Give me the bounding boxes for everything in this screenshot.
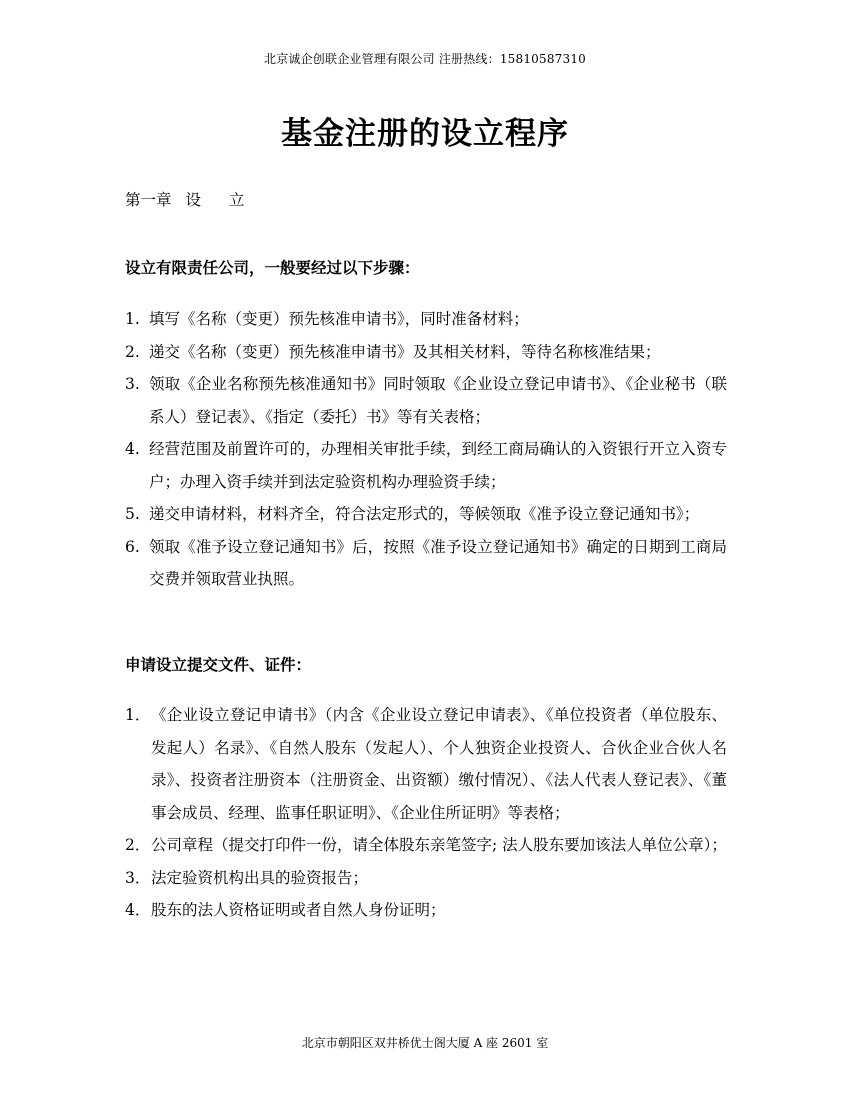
item-text: 公司章程（提交打印件一份，请全体股东亲笔签字; 法人股东要加该法人单位公章）； [151,836,727,854]
chapter-char-2: 立 [229,191,245,209]
item-text: 领取《企业名称预先核准通知书》同时领取《企业设立登记申请书》、《企业秘书（联系人）登记表》、《指定（委托）书》等有关表格； [149,375,727,426]
document-title: 基金注册的设立程序 [281,116,569,152]
documents-list [125,699,727,927]
item-number: 2． [125,836,151,854]
item-text: 经营范围及前置许可的，办理相关审批手续，到经工商局确认的入资银行开立入资专户；办理入资手续并到法定验资机构办理验资手续； [149,440,727,491]
item-text: 法定验资机构出具的验资报告； [151,868,369,887]
list-item [125,368,727,433]
chapter-heading [125,188,245,210]
item-text: 递交申请材料，材料齐全，符合法定形式的，等候领取《准予设立登记通知书》； [149,505,700,523]
list-item [125,336,727,369]
item-text: 领取《准予设立登记通知书》后，按照《准予设立登记通知书》确定的日期到工商局交费并领取营业执照。 [149,537,727,588]
list-item [125,699,727,829]
item-text: 《企业设立登记申请书》（内含《企业设立登记申请表》、《单位投资者（单位股东、发起人）名录》、《自然人股东（发起人）、个人独资企业投资人、合伙企业合伙人名录》、投资者注册资本（注册资金、出资额）缴付情况）、《法人代表人登记表》、《董事会成员、经理、监事任职证明》、《企业住所证明》等表格； [151,706,727,822]
list-item [125,829,727,862]
item-number: 5. [125,505,140,523]
item-number: 3. [125,375,140,393]
documents-heading: 申请设立提交文件、证件： [125,655,312,674]
item-number: 6. [125,537,140,556]
item-number: 1. [125,310,140,328]
chapter-label: 第一章 [125,191,172,209]
item-text: 股东的法人资格证明或者自然人身份证明； [151,901,446,919]
item-text: 填写《名称（变更）预先核准申请书》，同时准备材料； [149,310,529,328]
steps-list [125,303,727,596]
item-number: 1． [125,706,151,724]
list-item [125,862,727,895]
list-item [125,894,727,927]
item-text: 递交《名称（变更）预先核准申请书》及其相关材料，等待名称核准结果； [149,342,661,361]
list-item [125,531,727,596]
item-number: 4. [125,440,140,458]
steps-heading: 设立有限责任公司，一般要经过以下步骤： [125,258,420,277]
chapter-char-1: 设 [185,191,202,209]
list-item [125,433,727,498]
item-number: 2. [125,342,140,361]
item-number: 3． [125,868,151,887]
page-header: 北京诚企创联企业管理有限公司 注册热线：15810587310 [264,52,586,66]
list-item [125,498,727,531]
list-item [125,303,727,336]
item-number: 4． [125,901,151,919]
page-footer: 北京市朝阳区双井桥优士阁大厦 A 座 2601 室 [301,1036,549,1050]
